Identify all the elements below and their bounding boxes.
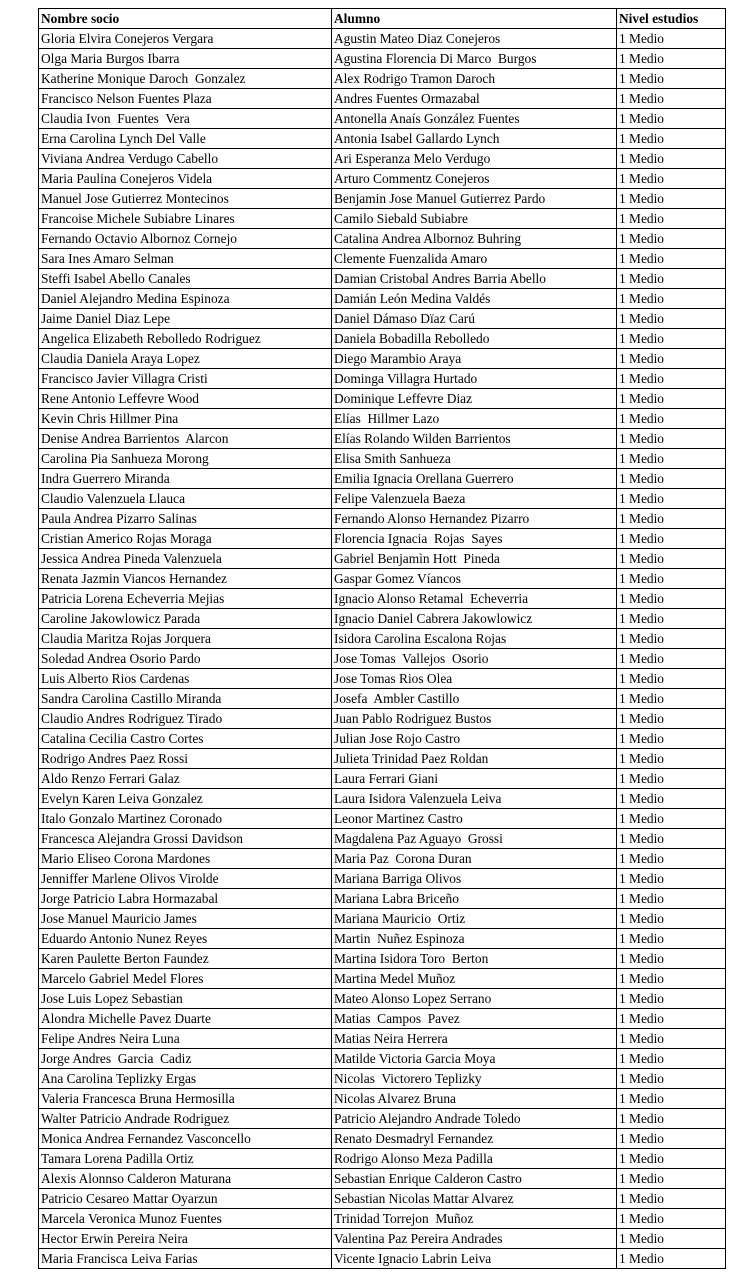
table-row xyxy=(39,1189,726,1209)
cell-nombre-socio: Angelica Elizabeth Rebolledo Rodriguez xyxy=(39,329,332,349)
table-row xyxy=(39,169,726,189)
cell-alumno: Gabriel Benjamìn Hott Pineda xyxy=(332,549,617,569)
cell-nivel-estudios: 1 Medio xyxy=(617,369,726,389)
cell-alumno: Martina Medel Muñoz xyxy=(332,969,617,989)
cell-nombre-socio: Marcela Veronica Munoz Fuentes xyxy=(39,1209,332,1229)
members-table xyxy=(38,8,726,1269)
cell-alumno: Gaspar Gomez Víancos xyxy=(332,569,617,589)
cell-nombre-socio: Viviana Andrea Verdugo Cabello xyxy=(39,149,332,169)
cell-nombre-socio: Francisco Nelson Fuentes Plaza xyxy=(39,89,332,109)
cell-nivel-estudios: 1 Medio xyxy=(617,1009,726,1029)
cell-alumno: Antonia Isabel Gallardo Lynch xyxy=(332,129,617,149)
cell-alumno: Agustin Mateo Diaz Conejeros xyxy=(332,29,617,49)
cell-alumno: Daniel Dámaso Dïaz Carú xyxy=(332,309,617,329)
table-row xyxy=(39,1109,726,1129)
table-row xyxy=(39,249,726,269)
cell-alumno: Patricio Alejandro Andrade Toledo xyxy=(332,1109,617,1129)
cell-alumno: Dominga Villagra Hurtado xyxy=(332,369,617,389)
table-row xyxy=(39,989,726,1009)
cell-nivel-estudios: 1 Medio xyxy=(617,1189,726,1209)
table-row xyxy=(39,669,726,689)
table-row xyxy=(39,49,726,69)
cell-alumno: Nicolas Victorero Teplizky xyxy=(332,1069,617,1089)
cell-alumno: Alex Rodrigo Tramon Daroch xyxy=(332,69,617,89)
cell-nivel-estudios: 1 Medio xyxy=(617,289,726,309)
cell-nivel-estudios: 1 Medio xyxy=(617,1029,726,1049)
cell-nivel-estudios: 1 Medio xyxy=(617,269,726,289)
cell-alumno: Daniela Bobadilla Rebolledo xyxy=(332,329,617,349)
cell-alumno: Elías Rolando Wilden Barrientos xyxy=(332,429,617,449)
cell-nivel-estudios: 1 Medio xyxy=(617,429,726,449)
table-row xyxy=(39,89,726,109)
cell-alumno: Martina Isidora Toro Berton xyxy=(332,949,617,969)
cell-nombre-socio: Jorge Patricio Labra Hormazabal xyxy=(39,889,332,909)
table-row xyxy=(39,969,726,989)
cell-alumno: Elías Hillmer Lazo xyxy=(332,409,617,429)
cell-alumno: Damián León Medina Valdés xyxy=(332,289,617,309)
cell-nombre-socio: Carolina Pia Sanhueza Morong xyxy=(39,449,332,469)
cell-alumno: Mariana Labra Briceño xyxy=(332,889,617,909)
table-row xyxy=(39,1009,726,1029)
table-row xyxy=(39,569,726,589)
cell-nombre-socio: Jenniffer Marlene Olivos Virolde xyxy=(39,869,332,889)
cell-nombre-socio: Eduardo Antonio Nunez Reyes xyxy=(39,929,332,949)
table-row xyxy=(39,729,726,749)
cell-alumno: Emilia Ignacia Orellana Guerrero xyxy=(332,469,617,489)
cell-alumno: Mariana Mauricio Ortiz xyxy=(332,909,617,929)
cell-nombre-socio: Indra Guerrero Miranda xyxy=(39,469,332,489)
table-row xyxy=(39,649,726,669)
cell-nombre-socio: Mario Eliseo Corona Mardones xyxy=(39,849,332,869)
cell-alumno: Juan Pablo Rodriguez Bustos xyxy=(332,709,617,729)
cell-alumno: Elisa Smith Sanhueza xyxy=(332,449,617,469)
table-row xyxy=(39,889,726,909)
cell-nombre-socio: Jorge Andres Garcia Cadiz xyxy=(39,1049,332,1069)
cell-nivel-estudios: 1 Medio xyxy=(617,969,726,989)
header-nivel-estudios: Nivel estudios xyxy=(617,9,726,29)
cell-nombre-socio: Italo Gonzalo Martinez Coronado xyxy=(39,809,332,829)
table-row xyxy=(39,269,726,289)
cell-alumno: Dominique Leffevre Diaz xyxy=(332,389,617,409)
cell-nombre-socio: Kevin Chris Hillmer Pina xyxy=(39,409,332,429)
table-row xyxy=(39,529,726,549)
cell-alumno: Vicente Ignacio Labrin Leiva xyxy=(332,1249,617,1269)
cell-alumno: Matias Campos Pavez xyxy=(332,1009,617,1029)
cell-nombre-socio: Katherine Monique Daroch Gonzalez xyxy=(39,69,332,89)
cell-alumno: Jose Tomas Vallejos Osorio xyxy=(332,649,617,669)
cell-alumno: Trinidad Torrejon Muñoz xyxy=(332,1209,617,1229)
cell-alumno: Mariana Barriga Olivos xyxy=(332,869,617,889)
table-row xyxy=(39,629,726,649)
cell-nivel-estudios: 1 Medio xyxy=(617,249,726,269)
cell-nivel-estudios: 1 Medio xyxy=(617,389,726,409)
cell-nivel-estudios: 1 Medio xyxy=(617,869,726,889)
cell-nombre-socio: Maria Francisca Leiva Farias xyxy=(39,1249,332,1269)
cell-alumno: Rodrigo Alonso Meza Padilla xyxy=(332,1149,617,1169)
cell-nombre-socio: Alexis Alonnso Calderon Maturana xyxy=(39,1169,332,1189)
cell-nombre-socio: Hector Erwin Pereira Neira xyxy=(39,1229,332,1249)
cell-nombre-socio: Cristian Americo Rojas Moraga xyxy=(39,529,332,549)
cell-nivel-estudios: 1 Medio xyxy=(617,1089,726,1109)
table-row xyxy=(39,929,726,949)
cell-alumno: Josefa Ambler Castillo xyxy=(332,689,617,709)
cell-nombre-socio: Soledad Andrea Osorio Pardo xyxy=(39,649,332,669)
table-row xyxy=(39,109,726,129)
cell-alumno: Renato Desmadryl Fernandez xyxy=(332,1129,617,1149)
cell-alumno: Mateo Alonso Lopez Serrano xyxy=(332,989,617,1009)
cell-nivel-estudios: 1 Medio xyxy=(617,209,726,229)
cell-nombre-socio: Claudia Ivon Fuentes Vera xyxy=(39,109,332,129)
cell-nivel-estudios: 1 Medio xyxy=(617,769,726,789)
cell-alumno: Maria Paz Corona Duran xyxy=(332,849,617,869)
cell-nivel-estudios: 1 Medio xyxy=(617,309,726,329)
cell-alumno: Magdalena Paz Aguayo Grossi xyxy=(332,829,617,849)
table-row xyxy=(39,229,726,249)
table-row xyxy=(39,709,726,729)
cell-nombre-socio: Jaime Daniel Diaz Lepe xyxy=(39,309,332,329)
cell-nivel-estudios: 1 Medio xyxy=(617,29,726,49)
cell-nombre-socio: Manuel Jose Gutierrez Montecinos xyxy=(39,189,332,209)
cell-alumno: Andres Fuentes Ormazabal xyxy=(332,89,617,109)
cell-nivel-estudios: 1 Medio xyxy=(617,509,726,529)
cell-nivel-estudios: 1 Medio xyxy=(617,329,726,349)
table-row xyxy=(39,429,726,449)
header-alumno: Alumno xyxy=(332,9,617,29)
cell-nivel-estudios: 1 Medio xyxy=(617,789,726,809)
cell-alumno: Fernando Alonso Hernandez Pizarro xyxy=(332,509,617,529)
table-header-row xyxy=(39,9,726,29)
cell-alumno: Catalina Andrea Albornoz Buhring xyxy=(332,229,617,249)
cell-nivel-estudios: 1 Medio xyxy=(617,949,726,969)
table-row xyxy=(39,489,726,509)
table-row xyxy=(39,1129,726,1149)
cell-nombre-socio: Fernando Octavio Albornoz Cornejo xyxy=(39,229,332,249)
cell-alumno: Ignacio Alonso Retamal Echeverria xyxy=(332,589,617,609)
cell-nombre-socio: Claudia Daniela Araya Lopez xyxy=(39,349,332,369)
cell-alumno: Martin Nuñez Espinoza xyxy=(332,929,617,949)
cell-alumno: Damian Cristobal Andres Barria Abello xyxy=(332,269,617,289)
cell-alumno: Camilo Siebald Subiabre xyxy=(332,209,617,229)
cell-nivel-estudios: 1 Medio xyxy=(617,149,726,169)
table-row xyxy=(39,549,726,569)
cell-nivel-estudios: 1 Medio xyxy=(617,49,726,69)
cell-nivel-estudios: 1 Medio xyxy=(617,89,726,109)
cell-nombre-socio: Alondra Michelle Pavez Duarte xyxy=(39,1009,332,1029)
cell-alumno: Matilde Victoria Garcia Moya xyxy=(332,1049,617,1069)
cell-nombre-socio: Daniel Alejandro Medina Espinoza xyxy=(39,289,332,309)
cell-nombre-socio: Denise Andrea Barrientos Alarcon xyxy=(39,429,332,449)
cell-nivel-estudios: 1 Medio xyxy=(617,69,726,89)
table-row xyxy=(39,789,726,809)
cell-nivel-estudios: 1 Medio xyxy=(617,1149,726,1169)
cell-alumno: Florencia Ignacia Rojas Sayes xyxy=(332,529,617,549)
cell-nivel-estudios: 1 Medio xyxy=(617,689,726,709)
table-row xyxy=(39,349,726,369)
cell-alumno: Ari Esperanza Melo Verdugo xyxy=(332,149,617,169)
cell-alumno: Sebastian Nicolas Mattar Alvarez xyxy=(332,1189,617,1209)
cell-alumno: Nicolas Alvarez Bruna xyxy=(332,1089,617,1109)
cell-nivel-estudios: 1 Medio xyxy=(617,809,726,829)
cell-alumno: Julieta Trinidad Paez Roldan xyxy=(332,749,617,769)
table-row xyxy=(39,869,726,889)
cell-nivel-estudios: 1 Medio xyxy=(617,229,726,249)
cell-nombre-socio: Luis Alberto Rios Cardenas xyxy=(39,669,332,689)
cell-nivel-estudios: 1 Medio xyxy=(617,1169,726,1189)
cell-nivel-estudios: 1 Medio xyxy=(617,1069,726,1089)
cell-alumno: Sebastian Enrique Calderon Castro xyxy=(332,1169,617,1189)
cell-nivel-estudios: 1 Medio xyxy=(617,729,726,749)
cell-nombre-socio: Claudio Andres Rodriguez Tirado xyxy=(39,709,332,729)
cell-nombre-socio: Valeria Francesca Bruna Hermosilla xyxy=(39,1089,332,1109)
table-row xyxy=(39,469,726,489)
table-row xyxy=(39,909,726,929)
table-row xyxy=(39,1149,726,1169)
table-row xyxy=(39,949,726,969)
cell-nivel-estudios: 1 Medio xyxy=(617,1229,726,1249)
cell-nivel-estudios: 1 Medio xyxy=(617,529,726,549)
cell-nivel-estudios: 1 Medio xyxy=(617,669,726,689)
cell-nombre-socio: Francesca Alejandra Grossi Davidson xyxy=(39,829,332,849)
cell-nivel-estudios: 1 Medio xyxy=(617,1249,726,1269)
cell-nombre-socio: Paula Andrea Pizarro Salinas xyxy=(39,509,332,529)
table-row xyxy=(39,1249,726,1269)
table-row xyxy=(39,209,726,229)
cell-nombre-socio: Olga Maria Burgos Ibarra xyxy=(39,49,332,69)
cell-alumno: Leonor Martinez Castro xyxy=(332,809,617,829)
cell-nombre-socio: Renata Jazmin Viancos Hernandez xyxy=(39,569,332,589)
cell-nivel-estudios: 1 Medio xyxy=(617,469,726,489)
cell-nombre-socio: Francoise Michele Subiabre Linares xyxy=(39,209,332,229)
table-row xyxy=(39,1169,726,1189)
cell-alumno: Diego Marambio Araya xyxy=(332,349,617,369)
cell-nombre-socio: Rene Antonio Leffevre Wood xyxy=(39,389,332,409)
cell-nombre-socio: Catalina Cecilia Castro Cortes xyxy=(39,729,332,749)
cell-alumno: Isidora Carolina Escalona Rojas xyxy=(332,629,617,649)
table-row xyxy=(39,749,726,769)
cell-nivel-estudios: 1 Medio xyxy=(617,1109,726,1129)
cell-nivel-estudios: 1 Medio xyxy=(617,1209,726,1229)
cell-alumno: Laura Isidora Valenzuela Leiva xyxy=(332,789,617,809)
cell-alumno: Laura Ferrari Giani xyxy=(332,769,617,789)
table-row xyxy=(39,1229,726,1249)
table-row xyxy=(39,69,726,89)
cell-alumno: Valentina Paz Pereira Andrades xyxy=(332,1229,617,1249)
cell-nivel-estudios: 1 Medio xyxy=(617,409,726,429)
table-row xyxy=(39,609,726,629)
cell-nombre-socio: Aldo Renzo Ferrari Galaz xyxy=(39,769,332,789)
cell-alumno: Agustina Florencia Di Marco Burgos xyxy=(332,49,617,69)
cell-nombre-socio: Tamara Lorena Padilla Ortiz xyxy=(39,1149,332,1169)
table-row xyxy=(39,1049,726,1069)
cell-alumno: Jose Tomas Rios Olea xyxy=(332,669,617,689)
cell-alumno: Clemente Fuenzalida Amaro xyxy=(332,249,617,269)
cell-nivel-estudios: 1 Medio xyxy=(617,169,726,189)
cell-nivel-estudios: 1 Medio xyxy=(617,549,726,569)
cell-alumno: Julian Jose Rojo Castro xyxy=(332,729,617,749)
cell-nivel-estudios: 1 Medio xyxy=(617,1049,726,1069)
cell-nivel-estudios: 1 Medio xyxy=(617,649,726,669)
cell-nombre-socio: Patricia Lorena Echeverria Mejias xyxy=(39,589,332,609)
cell-nivel-estudios: 1 Medio xyxy=(617,929,726,949)
cell-nivel-estudios: 1 Medio xyxy=(617,569,726,589)
table-row xyxy=(39,29,726,49)
cell-nombre-socio: Walter Patricio Andrade Rodriguez xyxy=(39,1109,332,1129)
cell-nivel-estudios: 1 Medio xyxy=(617,889,726,909)
table-row xyxy=(39,809,726,829)
cell-nivel-estudios: 1 Medio xyxy=(617,989,726,1009)
cell-nivel-estudios: 1 Medio xyxy=(617,449,726,469)
cell-nombre-socio: Felipe Andres Neira Luna xyxy=(39,1029,332,1049)
table-row xyxy=(39,769,726,789)
table-row xyxy=(39,509,726,529)
table-row xyxy=(39,149,726,169)
cell-nombre-socio: Maria Paulina Conejeros Videla xyxy=(39,169,332,189)
cell-nivel-estudios: 1 Medio xyxy=(617,189,726,209)
cell-nivel-estudios: 1 Medio xyxy=(617,849,726,869)
cell-nombre-socio: Marcelo Gabriel Medel Flores xyxy=(39,969,332,989)
cell-nombre-socio: Caroline Jakowlowicz Parada xyxy=(39,609,332,629)
table-row xyxy=(39,409,726,429)
table-row xyxy=(39,1209,726,1229)
cell-nombre-socio: Jessica Andrea Pineda Valenzuela xyxy=(39,549,332,569)
cell-alumno: Felipe Valenzuela Baeza xyxy=(332,489,617,509)
table-row xyxy=(39,1029,726,1049)
cell-nombre-socio: Claudio Valenzuela Llauca xyxy=(39,489,332,509)
cell-nivel-estudios: 1 Medio xyxy=(617,749,726,769)
cell-nombre-socio: Monica Andrea Fernandez Vasconcello xyxy=(39,1129,332,1149)
table-body xyxy=(39,29,726,1269)
cell-nivel-estudios: 1 Medio xyxy=(617,129,726,149)
table-row xyxy=(39,829,726,849)
table-row xyxy=(39,1089,726,1109)
cell-nombre-socio: Sara Ines Amaro Selman xyxy=(39,249,332,269)
table-row xyxy=(39,309,726,329)
cell-alumno: Ignacio Daniel Cabrera Jakowlowicz xyxy=(332,609,617,629)
cell-nombre-socio: Rodrigo Andres Paez Rossi xyxy=(39,749,332,769)
table-row xyxy=(39,389,726,409)
cell-nivel-estudios: 1 Medio xyxy=(617,1129,726,1149)
cell-nivel-estudios: 1 Medio xyxy=(617,829,726,849)
cell-nombre-socio: Gloria Elvira Conejeros Vergara xyxy=(39,29,332,49)
table-row xyxy=(39,129,726,149)
cell-nivel-estudios: 1 Medio xyxy=(617,629,726,649)
cell-nivel-estudios: 1 Medio xyxy=(617,489,726,509)
table-row xyxy=(39,1069,726,1089)
cell-nombre-socio: Sandra Carolina Castillo Miranda xyxy=(39,689,332,709)
cell-nivel-estudios: 1 Medio xyxy=(617,109,726,129)
cell-nivel-estudios: 1 Medio xyxy=(617,609,726,629)
table-row xyxy=(39,849,726,869)
table-row xyxy=(39,689,726,709)
header-nombre-socio: Nombre socio xyxy=(39,9,332,29)
cell-nombre-socio: Karen Paulette Berton Faundez xyxy=(39,949,332,969)
table-row xyxy=(39,289,726,309)
table-row xyxy=(39,189,726,209)
cell-nombre-socio: Evelyn Karen Leiva Gonzalez xyxy=(39,789,332,809)
table-row xyxy=(39,369,726,389)
cell-alumno: Matias Neira Herrera xyxy=(332,1029,617,1049)
cell-alumno: Benjamin Jose Manuel Gutierrez Pardo xyxy=(332,189,617,209)
table-row xyxy=(39,449,726,469)
cell-nivel-estudios: 1 Medio xyxy=(617,349,726,369)
table-row xyxy=(39,589,726,609)
cell-nivel-estudios: 1 Medio xyxy=(617,909,726,929)
cell-nombre-socio: Patricio Cesareo Mattar Oyarzun xyxy=(39,1189,332,1209)
cell-nombre-socio: Jose Manuel Mauricio James xyxy=(39,909,332,929)
cell-nivel-estudios: 1 Medio xyxy=(617,709,726,729)
cell-nombre-socio: Claudia Maritza Rojas Jorquera xyxy=(39,629,332,649)
cell-alumno: Antonella Anaís González Fuentes xyxy=(332,109,617,129)
cell-nombre-socio: Erna Carolina Lynch Del Valle xyxy=(39,129,332,149)
cell-alumno: Arturo Commentz Conejeros xyxy=(332,169,617,189)
cell-nombre-socio: Ana Carolina Teplizky Ergas xyxy=(39,1069,332,1089)
cell-nombre-socio: Francisco Javier Villagra Cristi xyxy=(39,369,332,389)
cell-nivel-estudios: 1 Medio xyxy=(617,589,726,609)
cell-nombre-socio: Steffi Isabel Abello Canales xyxy=(39,269,332,289)
cell-nombre-socio: Jose Luis Lopez Sebastian xyxy=(39,989,332,1009)
table-row xyxy=(39,329,726,349)
